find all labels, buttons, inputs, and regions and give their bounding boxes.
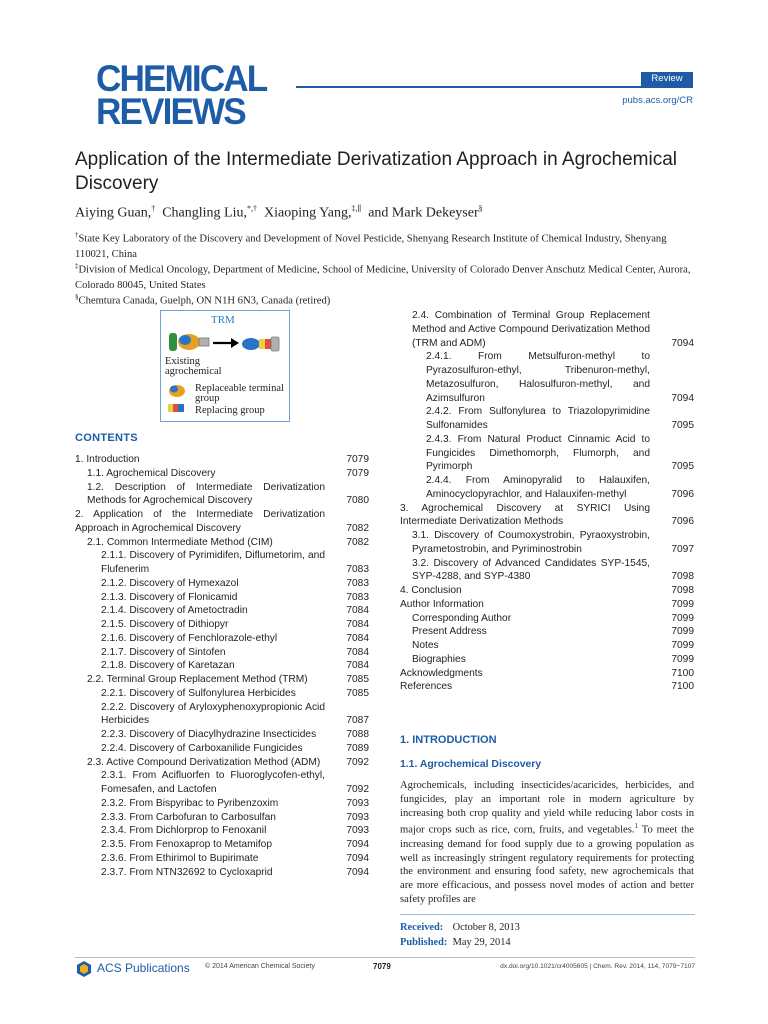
toc-entry-title: 2. Application of the Intermediate Derivatization Approach in Agrochemical Discovery bbox=[75, 509, 325, 534]
toc-entry-page: 7083 bbox=[346, 577, 369, 589]
toc-entry-page: 7084 bbox=[346, 646, 369, 658]
toc-entry[interactable] bbox=[75, 632, 369, 646]
toc-entry-title: 2.3.2. From Bispyribac to Pyribenzoxim bbox=[101, 797, 279, 809]
toc-entry-title: 2.1.5. Discovery of Dithiopyr bbox=[101, 619, 229, 630]
toc-entry-title: 1.1. Agrochemical Discovery bbox=[87, 467, 216, 479]
toc-entry[interactable] bbox=[75, 673, 369, 687]
toc-entry[interactable] bbox=[400, 350, 694, 405]
toc-entry-title: Corresponding Author bbox=[412, 612, 512, 624]
author-mark: § bbox=[478, 204, 483, 213]
toc-entry[interactable] bbox=[75, 824, 369, 838]
toc-entry[interactable] bbox=[75, 659, 369, 673]
toc-entry[interactable] bbox=[75, 701, 369, 729]
toc-entry[interactable] bbox=[400, 667, 694, 681]
toc-entry-page: 7087 bbox=[346, 715, 369, 727]
toc-entry-page: 7079 bbox=[346, 454, 369, 465]
author-name[interactable]: Aiying Guan, bbox=[75, 205, 152, 221]
author-mark: † bbox=[151, 204, 156, 213]
toc-entry-page: 7100 bbox=[671, 681, 694, 693]
toc-entry-page: 7093 bbox=[346, 825, 369, 837]
paragraph-text: Agrochemicals, including insecticides/acaricides, herbicides, and fungicides, play an important role in modern agriculture by increasing both crop quality and yield while reducing labor costs in major crops such as rice, corn, fruits, and vegetables. bbox=[400, 780, 694, 836]
toc-entry-page: 7083 bbox=[346, 564, 369, 575]
article-dates bbox=[400, 920, 520, 950]
toc-entry[interactable] bbox=[400, 433, 694, 474]
toc-entry-page: 7099 bbox=[671, 598, 694, 610]
paragraph-text: To meet the increasing demand for food supply due to a growing population as well as increasingly stringent regulatory requirements for protecting the environment and ensuring food safety, new agrochemicals that are more efficacious, and possess novel modes of action and better safety profiles are bbox=[400, 824, 695, 905]
subsection-heading: 1.1. Agrochemical Discovery bbox=[400, 759, 542, 770]
toc-entry-title: 2.4. Combination of Terminal Group Replacement Method and Active Compound Derivatization Method (TRM and ADM) bbox=[412, 310, 650, 349]
toc-entry[interactable] bbox=[75, 604, 369, 618]
toc-entry-title: 2.1. Common Intermediate Method (CIM) bbox=[87, 536, 273, 548]
toc-entry[interactable] bbox=[400, 612, 694, 626]
toc-entry[interactable] bbox=[75, 549, 369, 577]
toc-entry-title: 3.2. Discovery of Advanced Candidates SYP-1545, SYP-4288, and SYP-4380 bbox=[412, 557, 650, 583]
toc-entry-title: 2.2.1. Discovery of Sulfonylurea Herbicides bbox=[101, 687, 296, 699]
toc-entry-page: 7084 bbox=[346, 619, 369, 630]
toc-entry-title: 2.1.2. Discovery of Hymexazol bbox=[101, 577, 239, 589]
toc-entry-page: 7085 bbox=[346, 687, 369, 699]
received-date: October 8, 2013 bbox=[452, 922, 520, 933]
toc-entry-page: 7082 bbox=[346, 522, 369, 534]
toc-entry-page: 7095 bbox=[671, 461, 694, 473]
toc-entry[interactable] bbox=[400, 680, 694, 694]
toc-entry[interactable] bbox=[75, 728, 369, 742]
toc-entry-title: 1.2. Description of Intermediate Derivatization Methods for Agrochemical Discovery bbox=[87, 481, 325, 507]
toc-entry-title: 2.2.4. Discovery of Carboxanilide Fungicides bbox=[101, 742, 303, 754]
author-list bbox=[75, 200, 695, 223]
toc-entry-page: 7092 bbox=[346, 784, 369, 795]
toc-entry-title: 2.1.7. Discovery of Sintofen bbox=[101, 646, 226, 658]
toc-entry-page: 7083 bbox=[346, 591, 369, 603]
toc-entry-title: 2.1.8. Discovery of Karetazan bbox=[101, 660, 235, 672]
toc-entry-page: 7093 bbox=[346, 797, 369, 809]
toc-entry[interactable] bbox=[75, 866, 369, 880]
toc-entry-title: Author Information bbox=[400, 598, 484, 610]
toc-entry-title: 2.4.3. From Natural Product Cinnamic Acid to Fungicides Dimethomorph, Flumorph, and Pyrimorph bbox=[426, 433, 650, 473]
received-label: Received: bbox=[400, 922, 444, 933]
toc-entry[interactable] bbox=[75, 769, 369, 797]
copyright-notice: © 2014 American Chemical Society bbox=[205, 963, 315, 970]
footer-rule bbox=[75, 957, 695, 958]
toc-entry[interactable] bbox=[400, 584, 694, 598]
toc-entry-title: 2.2. Terminal Group Replacement Method (TRM) bbox=[87, 674, 308, 685]
toc-entry-title: References bbox=[400, 681, 453, 693]
journal-url-link[interactable]: pubs.acs.org/CR bbox=[622, 95, 693, 106]
toc-entry-page: 7080 bbox=[346, 495, 369, 507]
trm-label: TRM bbox=[211, 314, 235, 326]
toc-entry-title: 2.1.3. Discovery of Flonicamid bbox=[101, 591, 238, 603]
contents-heading: CONTENTS bbox=[75, 432, 138, 444]
toc-entry-title: 2.3.6. From Ethirimol to Bupirimate bbox=[101, 852, 259, 864]
toc-entry-page: 7094 bbox=[671, 337, 694, 349]
toc-graphic bbox=[160, 310, 290, 422]
toc-entry-page: 7098 bbox=[671, 585, 694, 596]
toc-entry[interactable] bbox=[75, 756, 369, 770]
article-type-badge: Review bbox=[641, 72, 693, 86]
toc-entry[interactable] bbox=[75, 742, 369, 756]
toc-entry-title: 2.1.4. Discovery of Ametoctradin bbox=[101, 605, 248, 617]
dates-rule bbox=[400, 914, 695, 915]
toc-entry-title: Acknowledgments bbox=[400, 667, 483, 679]
affiliation-mark: † bbox=[75, 231, 79, 239]
section-heading: 1. INTRODUCTION bbox=[400, 734, 497, 746]
toc-entry-title: 1. Introduction bbox=[75, 454, 140, 465]
affiliation-text: Division of Medical Oncology, Department of Medicine, School of Medicine, University of Colorado Denver Anschutz Medical Center, Aurora, Colorado 80045, United States bbox=[75, 264, 691, 291]
toc-entry[interactable] bbox=[75, 508, 369, 536]
toc-entry-page: 7097 bbox=[671, 543, 694, 555]
body-paragraph bbox=[400, 779, 694, 907]
page-number: 7079 bbox=[373, 962, 391, 971]
toc-entry-page: 7094 bbox=[346, 839, 369, 850]
toc-entry-title: 2.3.7. From NTN32692 to Cycloxaprid bbox=[101, 866, 273, 878]
toc-entry-title: 2.3.4. From Dichlorprop to Fenoxanil bbox=[101, 825, 267, 837]
affiliation bbox=[75, 259, 695, 293]
toc-entry[interactable] bbox=[75, 453, 369, 467]
toc-entry[interactable] bbox=[75, 536, 369, 550]
toc-entry-page: 7099 bbox=[671, 612, 694, 624]
toc-entry-title: Present Address bbox=[412, 626, 487, 638]
toc-entry-title: 2.3.5. From Fenoxaprop to Metamifop bbox=[101, 839, 273, 850]
toc-entry[interactable] bbox=[400, 502, 694, 530]
logo-line-2: REVIEWS bbox=[96, 91, 245, 132]
affiliation bbox=[75, 228, 695, 262]
author-name[interactable]: Xiaoping Yang, bbox=[264, 205, 352, 221]
toc-entry[interactable] bbox=[400, 625, 694, 639]
toc-right-column bbox=[400, 309, 694, 694]
toc-entry-title: 2.3. Active Compound Derivatization Method (ADM) bbox=[87, 756, 321, 768]
author-name[interactable]: and Mark Dekeyser bbox=[368, 205, 479, 221]
toc-entry[interactable] bbox=[400, 405, 694, 433]
citation-doi-link[interactable]: dx.doi.org/10.1021/cr4005605 | Chem. Rev. 2014, 114, 7079−7107 bbox=[500, 963, 695, 970]
toc-entry-page: 7085 bbox=[346, 674, 369, 685]
toc-entry-page: 7088 bbox=[346, 729, 369, 740]
toc-entry-title: 2.3.1. From Acifluorfen to Fluoroglycofen-ethyl, Fomesafen, and Lactofen bbox=[101, 770, 325, 795]
toc-entry-page: 7079 bbox=[346, 467, 369, 479]
toc-entry-title: 3. Agrochemical Discovery at SYRICI Using Intermediate Derivatization Methods bbox=[400, 502, 650, 528]
toc-entry-page: 7093 bbox=[346, 811, 369, 823]
toc-entry-page: 7100 bbox=[671, 667, 694, 679]
toc-entry-title: 2.2.2. Discovery of Aryloxyphenoxypropionic Acid Herbicides bbox=[101, 701, 325, 727]
reference-mark[interactable]: 1 bbox=[634, 822, 639, 831]
toc-entry-title: 2.3.3. From Carbofuran to Carbosulfan bbox=[101, 811, 276, 823]
toc-entry-title: 2.4.4. From Aminopyralid to Halauxifen, Aminocyclopyrachlor, and Halauxifen-methyl bbox=[426, 475, 650, 500]
toc-entry-page: 7084 bbox=[346, 660, 369, 672]
author-mark: ‡,∥ bbox=[351, 204, 362, 213]
publisher-name: ACS Publications bbox=[97, 961, 190, 975]
toc-entry[interactable] bbox=[400, 474, 694, 502]
toc-entry[interactable] bbox=[75, 618, 369, 632]
published-date: May 29, 2014 bbox=[452, 937, 511, 948]
toc-entry[interactable] bbox=[75, 811, 369, 825]
toc-entry-page: 7094 bbox=[671, 392, 694, 404]
toc-entry[interactable] bbox=[75, 577, 369, 591]
toc-entry-title: 2.2.3. Discovery of Diacylhydrazine Insecticides bbox=[101, 729, 317, 740]
replaceable-group-caption: Replaceable terminal group bbox=[195, 383, 284, 404]
toc-entry[interactable] bbox=[400, 529, 694, 557]
toc-left-column bbox=[75, 453, 369, 879]
replacing-group-caption: Replacing group bbox=[195, 405, 265, 416]
toc-entry-page: 7096 bbox=[671, 516, 694, 528]
toc-entry[interactable] bbox=[75, 591, 369, 605]
toc-entry-page: 7098 bbox=[671, 571, 694, 583]
toc-entry[interactable] bbox=[75, 838, 369, 852]
toc-entry[interactable] bbox=[75, 646, 369, 660]
toc-entry-page: 7095 bbox=[671, 420, 694, 431]
toc-entry-page: 7084 bbox=[346, 632, 369, 644]
toc-entry-page: 7094 bbox=[346, 852, 369, 864]
existing-agrochemical-caption: Existing agrochemical bbox=[165, 356, 222, 377]
toc-entry-page: 7092 bbox=[346, 756, 369, 768]
toc-entry-page: 7094 bbox=[346, 866, 369, 878]
toc-entry-title: 2.4.2. From Sulfonylurea to Triazolopyrimidine Sulfonamides bbox=[426, 406, 650, 431]
toc-entry[interactable] bbox=[400, 309, 694, 350]
toc-entry-title: 2.4.1. From Metsulfuron-methyl to Pyrazosulfuron-ethyl, Tribenuron-methyl, Metazosulfuron, Halosulfuron-methyl, and Azimsulfuron bbox=[426, 351, 650, 404]
toc-entry[interactable] bbox=[400, 639, 694, 653]
toc-entry-page: 7089 bbox=[346, 742, 369, 754]
affiliation-text: State Key Laboratory of the Discovery and Development of Novel Pesticide, Shenyang Research Institute of Chemical Industry, Shenyang 110021, China bbox=[75, 233, 667, 260]
toc-entry-page: 7084 bbox=[346, 605, 369, 617]
toc-entry-title: Notes bbox=[412, 640, 439, 651]
author-mark: *,† bbox=[247, 204, 257, 213]
toc-entry-title: 2.1.6. Discovery of Fenchlorazole-ethyl bbox=[101, 632, 278, 644]
toc-entry[interactable] bbox=[75, 481, 369, 509]
affiliation bbox=[75, 290, 695, 309]
affiliation-text: Chemtura Canada, Guelph, ON N1H 6N3, Canada (retired) bbox=[78, 295, 331, 307]
toc-entry-title: 2.1.1. Discovery of Pyrimidifen, Diflumetorim, and Flufenerim bbox=[101, 550, 325, 575]
toc-entry[interactable] bbox=[75, 797, 369, 811]
toc-entry[interactable] bbox=[400, 598, 694, 612]
author-name[interactable]: Changling Liu, bbox=[162, 205, 247, 221]
toc-entry-page: 7082 bbox=[346, 536, 369, 548]
toc-entry-title: Biographies bbox=[412, 653, 466, 665]
affiliation-mark: ‡ bbox=[75, 262, 79, 270]
acs-publications-logo[interactable] bbox=[75, 960, 195, 978]
journal-logo bbox=[96, 60, 276, 136]
header-rule bbox=[296, 86, 693, 88]
toc-entry[interactable] bbox=[75, 687, 369, 701]
article-title: Application of the Intermediate Derivatization Approach in Agrochemical Discovery bbox=[75, 149, 678, 194]
toc-entry-page: 7096 bbox=[671, 488, 694, 500]
toc-entry-page: 7099 bbox=[671, 626, 694, 638]
toc-entry[interactable] bbox=[75, 852, 369, 866]
toc-entry[interactable] bbox=[400, 653, 694, 667]
toc-entry-title: 4. Conclusion bbox=[400, 585, 462, 596]
affiliation-mark: § bbox=[75, 293, 79, 301]
logo-line-1: CHEMICAL bbox=[96, 58, 267, 99]
toc-entry-page: 7099 bbox=[671, 653, 694, 665]
toc-entry-title: 3.1. Discovery of Coumoxystrobin, Pyraoxystrobin, Pyrametostrobin, and Pyriminostrobin bbox=[412, 530, 650, 555]
toc-entry-page: 7099 bbox=[671, 640, 694, 651]
toc-entry[interactable] bbox=[75, 467, 369, 481]
toc-entry[interactable] bbox=[400, 557, 694, 585]
published-label: Published: bbox=[400, 937, 448, 948]
acs-hexagon-icon bbox=[75, 960, 93, 978]
